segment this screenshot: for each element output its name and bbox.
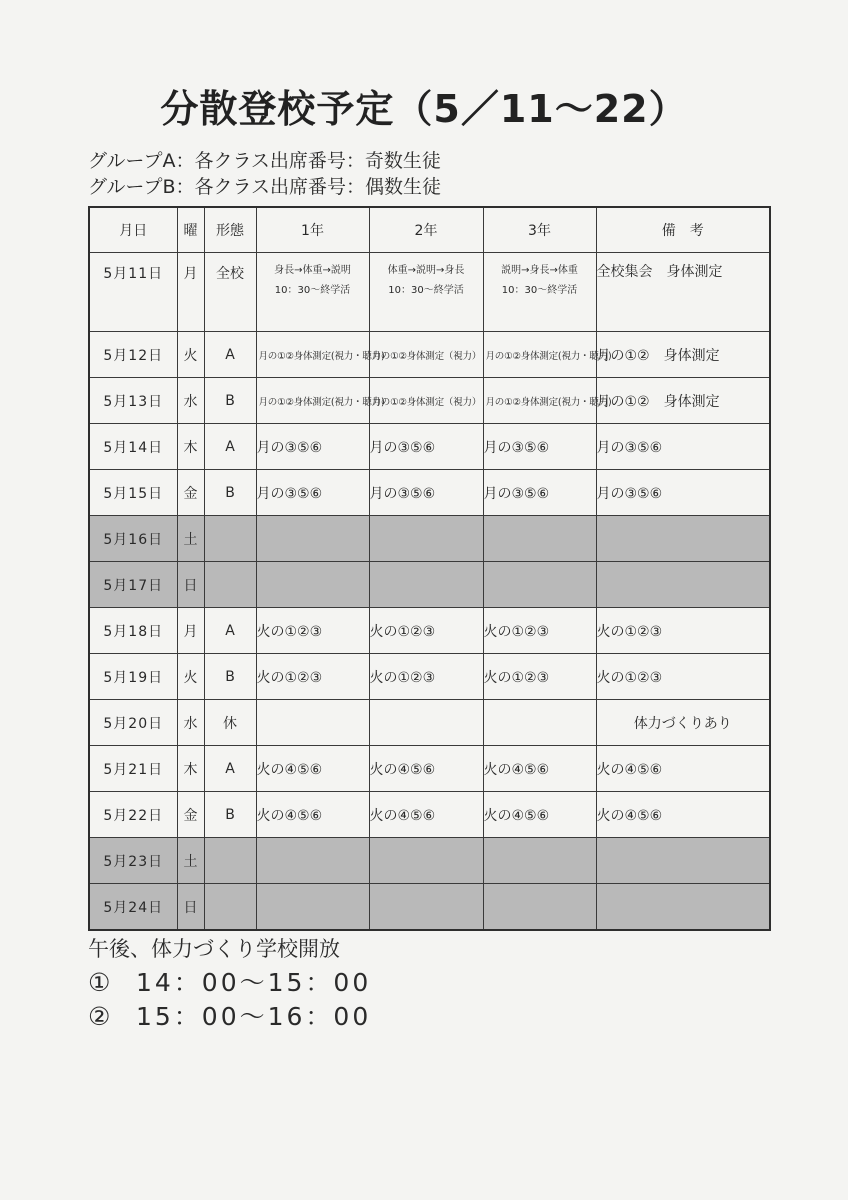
row-year2: 月の③⑤⑥	[369, 470, 483, 516]
table-row-weekend	[89, 884, 770, 931]
row-date: 5月15日	[89, 470, 177, 516]
table-row	[89, 424, 770, 470]
row-form: B	[204, 792, 256, 838]
row-date: 5月11日	[89, 253, 177, 332]
row-year1: 火の④⑤⑥	[256, 792, 369, 838]
header-notes: 備 考	[596, 207, 770, 253]
row-form	[204, 516, 256, 562]
table-row	[89, 253, 770, 332]
row-year3	[483, 700, 596, 746]
row-year2	[369, 562, 483, 608]
row-day: 金	[177, 470, 204, 516]
row-year3: 火の④⑤⑥	[483, 746, 596, 792]
year1-order: 身長→体重→説明	[274, 265, 351, 276]
row-form: B	[204, 470, 256, 516]
row-year2: 火の④⑤⑥	[369, 746, 483, 792]
year2-order: 体重→説明→身長	[387, 265, 465, 276]
row-year3: 月の①②身体測定(視力・聴力)	[483, 332, 596, 378]
row-form: A	[204, 746, 256, 792]
row-note: 月の③⑤⑥	[596, 424, 770, 470]
table-row	[89, 654, 770, 700]
row-year2: 月の③⑤⑥	[369, 424, 483, 470]
header-day: 曜	[177, 207, 204, 253]
row-day: 水	[177, 700, 204, 746]
row-year2	[369, 838, 483, 884]
row-note	[596, 884, 770, 931]
header-form: 形態	[204, 207, 256, 253]
row-note	[596, 838, 770, 884]
row-year2: 月の①②身体測定（視力）	[369, 332, 483, 378]
header-date: 月日	[89, 207, 177, 253]
row-note	[596, 562, 770, 608]
row-day: 日	[177, 884, 204, 931]
row-year3: 月の③⑤⑥	[483, 470, 596, 516]
row-year3: 火の①②③	[483, 654, 596, 700]
row-date: 5月22日	[89, 792, 177, 838]
year3-time: 10：30～終学活	[501, 285, 578, 296]
table-row	[89, 792, 770, 838]
row-day: 火	[177, 332, 204, 378]
row-year3: 火の①②③	[483, 608, 596, 654]
row-year1: 月の③⑤⑥	[256, 424, 369, 470]
row-year1	[256, 516, 369, 562]
row-date: 5月24日	[89, 884, 177, 931]
table-row	[89, 332, 770, 378]
row-note: 月の①② 身体測定	[596, 378, 770, 424]
row-date: 5月21日	[89, 746, 177, 792]
row-date: 5月23日	[89, 838, 177, 884]
row-year2	[369, 700, 483, 746]
open-school-info	[88, 932, 371, 1034]
year3-order: 説明→身長→体重	[501, 265, 578, 276]
row-year3: 月の①②身体測定(視力・聴力)	[483, 378, 596, 424]
year1-time: 10：30～終学活	[274, 285, 351, 296]
row-year2: 火の①②③	[369, 608, 483, 654]
row-year3	[483, 562, 596, 608]
table-row-weekend	[89, 838, 770, 884]
row-year1	[256, 253, 369, 332]
row-year1: 火の①②③	[256, 654, 369, 700]
page-title: 分散登校予定（5／11～22）	[160, 87, 688, 131]
header-year3: 3年	[483, 207, 596, 253]
time-slot	[88, 966, 371, 1000]
row-note: 火の①②③	[596, 654, 770, 700]
slot-mark: ②	[88, 1002, 114, 1031]
table-row	[89, 470, 770, 516]
row-date: 5月18日	[89, 608, 177, 654]
table-row-weekend	[89, 562, 770, 608]
table-row	[89, 746, 770, 792]
row-note: 火の①②③	[596, 608, 770, 654]
row-date: 5月12日	[89, 332, 177, 378]
row-form: A	[204, 424, 256, 470]
group-a-description: グループA：各クラス出席番号：奇数生徒	[88, 150, 441, 172]
row-day: 月	[177, 608, 204, 654]
row-form: B	[204, 378, 256, 424]
row-form	[204, 884, 256, 931]
row-year1: 火の①②③	[256, 608, 369, 654]
row-year3	[483, 838, 596, 884]
row-day: 火	[177, 654, 204, 700]
row-form: B	[204, 654, 256, 700]
header-year2: 2年	[369, 207, 483, 253]
row-year2	[369, 253, 483, 332]
row-note: 全校集会 身体測定	[596, 253, 770, 332]
group-b-description: グループB：各クラス出席番号：偶数生徒	[88, 176, 441, 198]
row-date: 5月19日	[89, 654, 177, 700]
row-year2: 月の①②身体測定（視力）	[369, 378, 483, 424]
row-year3	[483, 253, 596, 332]
row-form: A	[204, 608, 256, 654]
row-day: 金	[177, 792, 204, 838]
row-note: 火の④⑤⑥	[596, 746, 770, 792]
row-year1	[256, 884, 369, 931]
table-row	[89, 608, 770, 654]
row-day: 木	[177, 746, 204, 792]
schedule-table	[88, 206, 771, 931]
open-school-heading: 午後、体力づくり学校開放	[88, 937, 340, 961]
row-year1	[256, 838, 369, 884]
row-note: 月の①② 身体測定	[596, 332, 770, 378]
table-row	[89, 378, 770, 424]
row-note: 体力づくりあり	[596, 700, 770, 746]
row-day: 水	[177, 378, 204, 424]
row-note: 火の④⑤⑥	[596, 792, 770, 838]
row-note	[596, 516, 770, 562]
row-date: 5月13日	[89, 378, 177, 424]
row-day: 月	[177, 253, 204, 332]
row-year1: 月の③⑤⑥	[256, 470, 369, 516]
slot-time: 14：00～15：00	[136, 968, 372, 997]
row-form	[204, 838, 256, 884]
slot-mark: ①	[88, 968, 114, 997]
row-year2	[369, 884, 483, 931]
row-year3: 火の④⑤⑥	[483, 792, 596, 838]
row-day: 土	[177, 516, 204, 562]
slot-time: 15：00～16：00	[136, 1002, 372, 1031]
table-row-weekend	[89, 516, 770, 562]
row-year3: 月の③⑤⑥	[483, 424, 596, 470]
row-day: 日	[177, 562, 204, 608]
row-year1: 火の④⑤⑥	[256, 746, 369, 792]
row-year3	[483, 516, 596, 562]
row-date: 5月16日	[89, 516, 177, 562]
row-year2	[369, 516, 483, 562]
row-date: 5月20日	[89, 700, 177, 746]
row-form: 休	[204, 700, 256, 746]
row-year1	[256, 562, 369, 608]
row-form	[204, 562, 256, 608]
year2-time: 10：30～終学活	[388, 285, 464, 296]
row-date: 5月14日	[89, 424, 177, 470]
row-day: 土	[177, 838, 204, 884]
row-year1	[256, 700, 369, 746]
group-descriptions	[88, 148, 441, 200]
row-form: 全校	[204, 253, 256, 332]
row-note: 月の③⑤⑥	[596, 470, 770, 516]
row-year1: 月の①②身体測定(視力・聴力)	[256, 378, 369, 424]
table-header-row	[89, 207, 770, 253]
row-day: 木	[177, 424, 204, 470]
row-date: 5月17日	[89, 562, 177, 608]
row-year2: 火の④⑤⑥	[369, 792, 483, 838]
row-year1: 月の①②身体測定(視力・聴力)	[256, 332, 369, 378]
row-year2: 火の①②③	[369, 654, 483, 700]
table-row	[89, 700, 770, 746]
row-form: A	[204, 332, 256, 378]
header-year1: 1年	[256, 207, 369, 253]
row-year3	[483, 884, 596, 931]
time-slot	[88, 1000, 371, 1034]
